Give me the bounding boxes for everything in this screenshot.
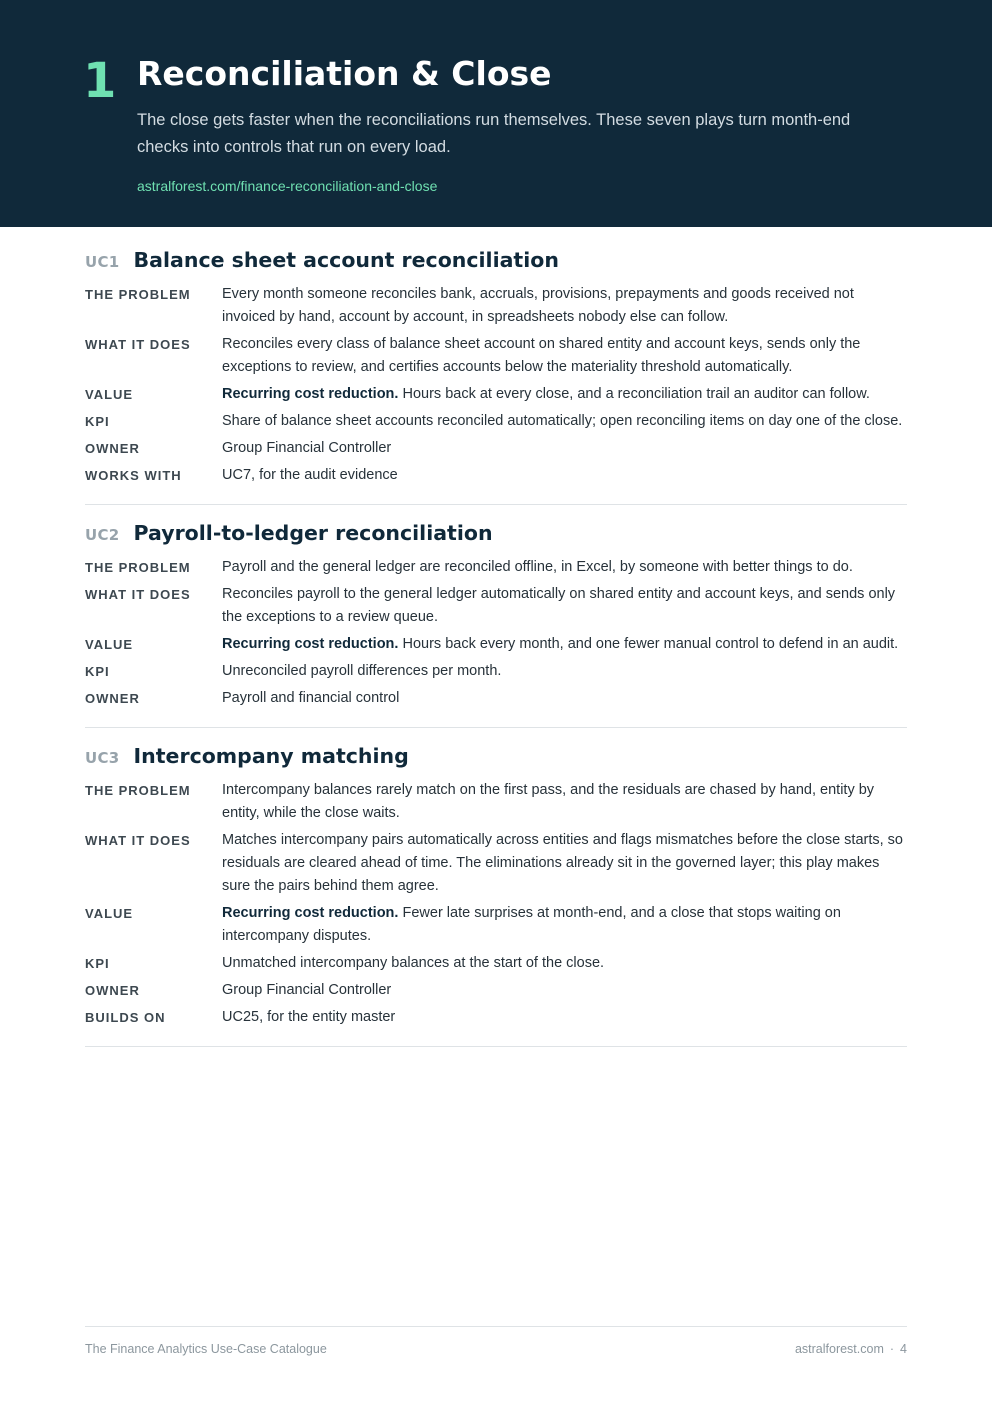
use-case-code: UC3: [85, 749, 120, 767]
field-value: Payroll and financial control: [222, 690, 400, 706]
field-label: KPI: [85, 414, 110, 429]
field-row-works-with: [85, 464, 907, 487]
value-emphasis: Recurring cost reduction.: [222, 905, 399, 921]
field-row-owner: [85, 979, 907, 1002]
field-value: [222, 902, 907, 948]
field-row-kpi: [85, 660, 907, 683]
field-label: BUILDS ON: [85, 1010, 166, 1025]
field-label: THE PROBLEM: [85, 783, 191, 798]
field-value: Every month someone reconciles bank, accruals, provisions, prepayments and goods received not invoiced by hand, account by account, in spreadsheets nobody else can follow.: [222, 286, 854, 325]
field-label: OWNER: [85, 983, 140, 998]
page-number: 4: [900, 1342, 907, 1356]
footer-site-and-page: [795, 1340, 907, 1358]
field-value: Unmatched intercompany balances at the start of the close.: [222, 955, 605, 971]
field-row-what-it-does: [85, 333, 907, 379]
field-label: OWNER: [85, 691, 140, 706]
field-value: Reconciles payroll to the general ledger automatically on shared entity and account keys, and sends only the exceptions to a review queue.: [222, 586, 896, 625]
field-row-kpi: [85, 410, 907, 433]
field-label: KPI: [85, 664, 110, 679]
value-text: Hours back at every close, and a reconciliation trail an auditor can follow.: [398, 386, 870, 402]
field-value: Intercompany balances rarely match on the first pass, and the residuals are chased by hand, entity by entity, while the close waits.: [222, 782, 875, 821]
field-row-value: [85, 902, 907, 948]
use-case-title: Intercompany matching: [133, 744, 409, 768]
use-case-list: [85, 248, 907, 1063]
field-value: Reconciles every class of balance sheet account on shared entity and account keys, sends only the exceptions to review, and certifies accounts below the materiality threshold automatically.: [222, 336, 861, 375]
field-label: WHAT IT DOES: [85, 833, 191, 848]
chapter-title: Reconciliation & Close: [137, 54, 552, 93]
use-case-uc2: [85, 521, 907, 728]
use-case-uc1: [85, 248, 907, 505]
value-emphasis: Recurring cost reduction.: [222, 636, 399, 652]
chapter-intro: The close gets faster when the reconciliations run themselves. These seven plays turn month-end checks into controls that run on every load.: [137, 111, 851, 156]
field-row-kpi: [85, 952, 907, 975]
field-label: KPI: [85, 956, 110, 971]
field-value: Payroll and the general ledger are reconciled offline, in Excel, by someone with better things to do.: [222, 559, 853, 575]
field-row-problem: [85, 283, 907, 329]
field-row-owner: [85, 687, 907, 710]
use-case-heading: [85, 248, 907, 280]
field-value: Share of balance sheet accounts reconciled automatically; open reconciling items on day one of the close.: [222, 413, 903, 429]
chapter-url: astralforest.com/finance-reconciliation-and-close: [137, 178, 438, 194]
footer-catalogue-title: The Finance Analytics Use-Case Catalogue: [85, 1342, 327, 1356]
use-case-heading: [85, 521, 907, 553]
field-label: VALUE: [85, 906, 134, 921]
field-value: Matches intercompany pairs automatically across entities and flags mismatches before the close starts, so residuals are cleared ahead of time. The eliminations already sit in the governed layer; this play makes sure the pairs behind them agree.: [222, 832, 903, 894]
field-value: Group Financial Controller: [222, 982, 392, 998]
field-label: WHAT IT DOES: [85, 587, 191, 602]
footer-divider: [85, 1326, 907, 1327]
field-row-builds-on: [85, 1006, 907, 1029]
field-row-what-it-does: [85, 583, 907, 629]
use-case-title: Payroll-to-ledger reconciliation: [133, 521, 493, 545]
field-row-what-it-does: [85, 829, 907, 898]
field-label: OWNER: [85, 441, 140, 456]
field-row-problem: [85, 779, 907, 825]
field-value: [222, 383, 907, 406]
field-label: WORKS WITH: [85, 468, 182, 483]
field-label: VALUE: [85, 637, 134, 652]
chapter-number: 1: [83, 53, 117, 109]
field-label: VALUE: [85, 387, 134, 402]
field-row-value: [85, 383, 907, 406]
footer-separator: ·: [889, 1342, 895, 1356]
use-case-heading: [85, 744, 907, 776]
field-value: Group Financial Controller: [222, 440, 392, 456]
field-label: WHAT IT DOES: [85, 337, 191, 352]
value-text: Hours back every month, and one fewer manual control to defend in an audit.: [398, 636, 899, 652]
use-case-uc3: [85, 744, 907, 1047]
use-case-code: UC1: [85, 253, 120, 271]
field-label: THE PROBLEM: [85, 560, 191, 575]
value-emphasis: Recurring cost reduction.: [222, 386, 399, 402]
field-row-value: [85, 633, 907, 656]
use-case-code: UC2: [85, 526, 120, 544]
field-value: UC25, for the entity master: [222, 1009, 396, 1025]
field-row-problem: [85, 556, 907, 579]
field-value: Unreconciled payroll differences per month.: [222, 663, 502, 679]
chapter-header: [0, 0, 992, 227]
field-label: THE PROBLEM: [85, 287, 191, 302]
field-value: UC7, for the audit evidence: [222, 467, 398, 483]
use-case-title: Balance sheet account reconciliation: [133, 248, 559, 272]
value-text: Fewer late surprises at month-end, and a close that stops waiting on intercompany disputes.: [222, 905, 841, 944]
field-row-owner: [85, 437, 907, 460]
footer-site: astralforest.com: [794, 1342, 884, 1356]
field-value: [222, 633, 907, 656]
